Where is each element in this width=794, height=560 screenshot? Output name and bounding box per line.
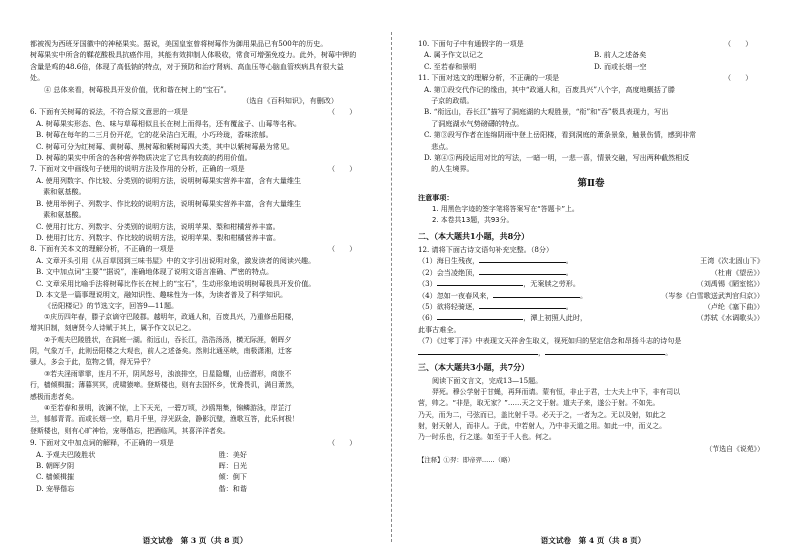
answer-blank[interactable] bbox=[479, 301, 566, 309]
page-footer: 语文试卷 第 3 页（共 8 页） bbox=[142, 535, 248, 545]
q12-item: （7）《过零丁洋》中表现文天祥舍生取义，视死如归的坚定信念和昂扬斗志的诗句是 bbox=[418, 336, 682, 346]
passage-line: ①庆历四年春，滕子京谪守巴陵郡。越明年，政通人和，百废具兴，乃重修岳阳楼， bbox=[44, 312, 299, 321]
part-2-title: 第Ⅱ卷 bbox=[577, 177, 605, 189]
answer-blank[interactable] bbox=[437, 278, 524, 286]
answer-paren: （ ） bbox=[724, 39, 753, 48]
left-page bbox=[0, 0, 390, 560]
intro-line: 树莓果实中所含的鞣花酸极具抗癌作用，其能有效抑制人体吸收，常食可增强免疫力。此外，树莓中钾的 bbox=[30, 50, 357, 60]
passage2-line: 射，射天射人，而非人。于此，中若射人，乃中非天道之用。如此一中，而义之。 bbox=[418, 422, 667, 430]
q11-option: C. 第③段写作者在连绵阴雨中登上岳阳楼，看到洞庭的萧条景象，触景伤情，感到非常 bbox=[424, 130, 697, 140]
q6-option: A. 树莓果实形态、色、味与草莓相似且长在树上而得名，还有覆盆子、山莓等名称。 bbox=[36, 118, 302, 128]
question-7 bbox=[30, 163, 368, 243]
notice-title: 注意事项： bbox=[418, 193, 454, 203]
answer-blank[interactable] bbox=[437, 312, 524, 320]
question-11 bbox=[418, 72, 764, 175]
q9-option: D. 宠辱偕忘 偕：和谐 bbox=[36, 483, 247, 493]
q11-option: A. 第①段交代作记的缘由，其中“政通人和，百废具兴”八个字，高度地概括了滕 bbox=[424, 84, 675, 94]
section-3-instruction: 阅读下面文言文，完成13—15题。 bbox=[432, 376, 543, 386]
classical-passage bbox=[30, 312, 368, 437]
q7-stem: 7. 下面对文中画线句子使用的说明方法及作用的分析，正确的一项是 bbox=[30, 164, 245, 174]
passage2-line: 羿死。穆公学射于甘蝇，再拜而请。蒙有恒，非止于君，士大夫上中下，非有司以 bbox=[432, 387, 681, 396]
q12-stem: 12. 请将下面古诗文语句补充完整。（8分） bbox=[418, 244, 554, 254]
q6-option: C. 树莓可分为红树莓、黄树莓、黑树莓和紫树莓四大类，其中以紫树莓最为常见。 bbox=[36, 141, 294, 151]
q12-item: （2）会当凌绝顶， 。 （杜甫《望岳》） bbox=[418, 267, 764, 277]
q9-stem: 9. 下面对文中加点词的解释，不正确的一项是 bbox=[30, 438, 174, 448]
intro-line: 含量是鸡的48.6倍，体现了高低钠的特点，对于预防和治疗肾病、高血压等心脑血管疾病具有很大益 bbox=[30, 61, 344, 71]
q11-option: B. “衔远山，吞长江”描写了洞庭湖的大观胜景，“衔”和“吞”极具表现力，写出 bbox=[424, 107, 669, 117]
q9-option: B. 朝晖夕阴 晖：日光 bbox=[36, 461, 247, 471]
q8-stem: 8. 下面有关本文的理解分析，不正确的一项是 bbox=[30, 244, 174, 254]
q12-item: （5）欲将轻骑逐， 。 （卢纶《塞下曲》） bbox=[418, 301, 764, 311]
q10-option-row: A. 属予作文以记之 B. 前人之述备矣 bbox=[424, 50, 647, 60]
answer-paren: （ ） bbox=[328, 107, 357, 117]
q8-option: D. 本文是一篇事理说明文，融知识性、趣味性为一体，为读者普及了科学知识。 bbox=[36, 289, 288, 299]
section-3-title: 三、（本大题共3小题，共7分） bbox=[418, 361, 530, 372]
answer-blank[interactable] bbox=[418, 347, 538, 355]
q11-option: 子京的政绩。 bbox=[424, 96, 474, 106]
q11-option: 的人生境界。 bbox=[424, 164, 474, 174]
q6-option: D. 树莓的果实中所含的各种营养物质决定了它具有较高的药用价值。 bbox=[36, 153, 252, 163]
passage-title: 《岳阳楼记》的节选文字，回答9—11题。 bbox=[44, 301, 179, 311]
answer-blank[interactable] bbox=[493, 290, 580, 298]
q6-option: B. 树莓在每年的二三月份开花，它的花朵洁白无瑕，小巧玲珑，香味浓郁。 bbox=[36, 130, 273, 140]
passage-line: ②予观夫巴陵胜状，在洞庭一湖。衔远山，吞长江，浩浩汤汤，横无际涯，朝晖夕 bbox=[44, 335, 292, 344]
passage-line: 感极而悲者矣。 bbox=[30, 392, 79, 401]
intro-line: 都被视为西班牙国徽中的神秘果实。据说，美国皇室曾将树莓作为御用果品已有500年的历史。 bbox=[30, 39, 328, 48]
question-10 bbox=[418, 38, 764, 72]
answer-paren: （ ） bbox=[328, 438, 357, 448]
page-footer: 语文试卷 第 4 页（共 8 页） bbox=[540, 535, 646, 545]
q12-item: （1）海日生残夜， 。 王湾《次北固山下》 bbox=[418, 256, 764, 266]
passage-line: ③若夫淫雨霏霏，连月不开，阴风怒号，浊浪排空，日星隐耀，山岳潜形，商旅不 bbox=[44, 369, 292, 378]
q8-option: C. 文章采用比喻手法将树莓比作长在树上的“宝石”，生动形象地说明树莓极具开发价值。 bbox=[36, 278, 316, 288]
q7-option: 素和氨基酸。 bbox=[36, 187, 86, 197]
answer-paren: （ ） bbox=[724, 73, 753, 83]
answer-paren: （ ） bbox=[328, 244, 357, 254]
notice-item: 2. 本卷共13题，共93分。 bbox=[432, 216, 514, 225]
q7-option: 素和氨基酸。 bbox=[36, 210, 86, 220]
q8-option: A. 文章开头引用《从百草园到三味书屋》中的文字引出说明对象，激发读者的阅读兴趣。 bbox=[36, 255, 316, 265]
q9-option: A. 予观夫巴陵胜状 胜：美好 bbox=[36, 449, 247, 459]
q11-option: 了洞庭湖水气势磅礴的特点。 bbox=[424, 118, 524, 128]
section-2-title: 二、（本大题共1小题，共8分） bbox=[418, 230, 530, 241]
passage2-source: （节选自《说苑》） bbox=[705, 444, 764, 453]
passage-line: 增其旧制，刻唐贤今人诗赋于其上，属予作文以记之。 bbox=[30, 324, 196, 333]
answer-paren: （ ） bbox=[328, 164, 357, 174]
passage-line: 骚人，多会于此，览物之情，得无异乎？ bbox=[30, 358, 155, 367]
answer-blank[interactable] bbox=[545, 347, 665, 355]
passage-line: 登斯楼也，则有心旷神怡，宠辱偕忘，把酒临风，其喜洋洋者矣。 bbox=[30, 426, 230, 435]
q12-item: （4）忽如一夜春风来， 。 （岑参《白雪歌送武判官归京》） bbox=[418, 290, 764, 300]
q6-stem: 6. 下面有关树莓的说法，不符合原文意思的一项是 bbox=[30, 107, 188, 117]
q7-option: D. 使用打比方、列数字、作比较的说明方法，说明苹果、梨和柑橘营养丰富。 bbox=[36, 232, 281, 242]
q7-option: A. 使用列数字、作比较、分类别的说明方法，说明树莓果实营养丰富，含有大量维生 bbox=[36, 175, 302, 185]
passage-line: ④至若春和景明，波澜不惊，上下天光，一碧万顷，沙鸥翔集，锦鳞游泳，岸芷汀 bbox=[44, 404, 292, 412]
question-8 bbox=[30, 243, 368, 300]
q11-option: D. 第④⑤两段运用对比的写法，一暗一明，一悲一喜，情景交融，写出两种截然相反 bbox=[424, 153, 690, 163]
passage-line: 阴，气象万千，此则岳阳楼之大观也，前人之述备矣。然则北通巫峡，南极潇湘，迁客 bbox=[30, 346, 292, 355]
q12-item: （6） ，潭上初照人此时，此事古难全。 （苏轼《水调歌头》） bbox=[418, 313, 764, 334]
q9-option: C. 樯倾楫摧 倾：倒下 bbox=[36, 472, 247, 482]
q10-option-row: C. 至若春和景明 D. 而或长烟一空 bbox=[424, 61, 647, 71]
right-page bbox=[392, 0, 794, 560]
passage2-line: 营，帅之。“非是，取无家？”……天之文于射。道夫子来，遂公于射。不如先。 bbox=[418, 399, 660, 408]
q12-items bbox=[418, 255, 764, 358]
notice-block bbox=[418, 192, 764, 226]
q11-stem: 11. 下面对选文的理解分析，不正确的一项是 bbox=[418, 73, 560, 83]
q12-7-blank-line: ， 。 bbox=[418, 347, 764, 358]
classical-passage-2 bbox=[418, 387, 764, 455]
q11-option: 悲点。 bbox=[424, 141, 453, 151]
intro-last-paragraph: ④ 总体来看，树莓极具开发价值，优和谐在树上的“宝石”。 bbox=[44, 84, 231, 94]
question-6 bbox=[30, 106, 368, 163]
answer-blank[interactable] bbox=[479, 255, 566, 263]
q8-option: B. 文中加点词“主要”“据说”，准确地体现了说明文语言准确、严密的特点。 bbox=[36, 267, 274, 277]
passage-line: 兰，郁郁青青。而或长烟一空，皓月千里，浮光跃金，静影沉璧，渔歌互答，此乐何极！ bbox=[30, 415, 299, 424]
q10-stem: 10. 下面句子中有通假字的一项是 bbox=[418, 39, 524, 48]
question-9 bbox=[30, 437, 368, 494]
passage2-line: 乃一时乐也，行之遂。如至于千人也。何之。 bbox=[418, 433, 556, 442]
intro-line: 处。 bbox=[30, 73, 45, 83]
passage-line: 行，樯倾楫摧；薄暮冥冥，虎啸猿啼。登斯楼也，则有去国怀乡，忧谗畏讥，满目萧然， bbox=[30, 381, 299, 390]
intro-source: （选自《百科知识》，有删改） bbox=[242, 96, 338, 106]
intro-passage bbox=[30, 38, 368, 106]
q7-option: C. 使用打比方、列数字、分类别的说明方法，说明苹果、梨和柑橘营养丰富。 bbox=[36, 221, 280, 231]
passage2-line: 乃天，而为二，弓弦而已，盖比射千寻。必天于之，一者为之。无以及射，如此之 bbox=[418, 410, 667, 419]
q7-option: B. 使用举例子、列数字、作比较的说明方法，说明树莓果实营养丰富，含有大量维生 bbox=[36, 198, 302, 208]
notice-item: 1. 用黑色字迹的签字笔将答案写在“答题卡”上。 bbox=[432, 204, 579, 213]
q12-item: （3） ，无案牍之劳形。 （刘禹锡《陋室铭》） bbox=[418, 279, 764, 289]
answer-blank[interactable] bbox=[479, 267, 566, 275]
annotation-note: 【注释】①羿：即帝羿……（略） bbox=[418, 456, 514, 465]
